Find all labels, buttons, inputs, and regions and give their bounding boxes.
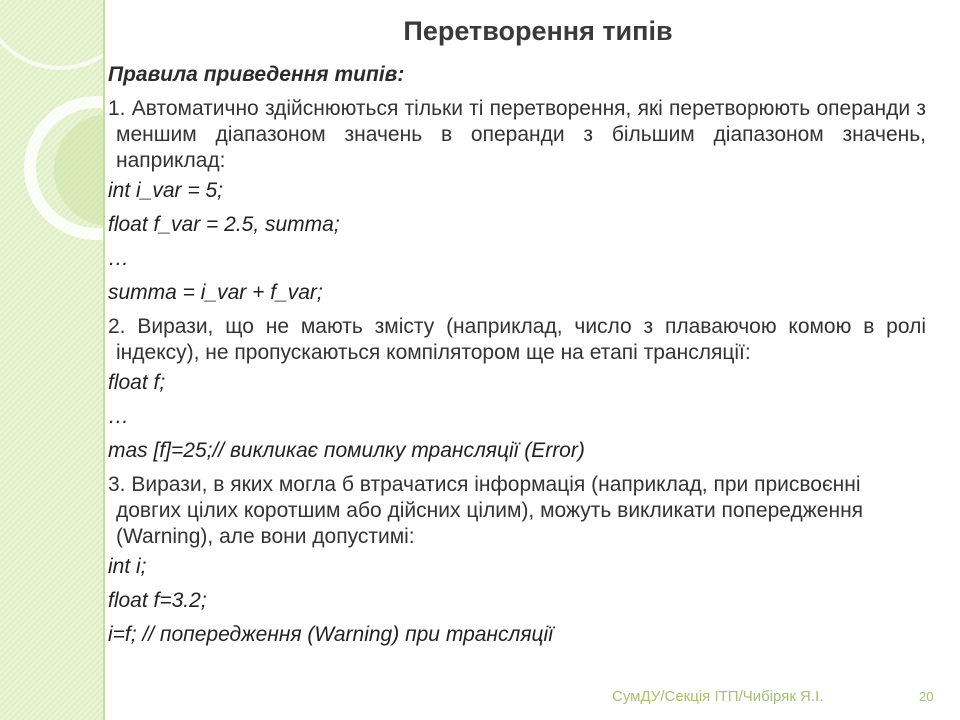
code-line: … bbox=[108, 405, 129, 428]
slide-body bbox=[108, 62, 926, 652]
code-line: float f_var = 2.5, summa; bbox=[108, 213, 340, 236]
rule-1-text: 1. Автоматично здійснюються тільки ті перетворення, які перетворюють операнди з меншим діапазоном значень в операнди з більшим діапазоном значень, наприклад: bbox=[108, 97, 926, 172]
decorative-circles bbox=[0, 0, 105, 260]
rules-heading: Правила приведення типів: bbox=[108, 63, 405, 86]
code-line: mas [f]=25;// викликає помилку трансляції (Error) bbox=[108, 439, 585, 462]
code-line: … bbox=[108, 247, 129, 270]
code-line: float f=3.2; bbox=[108, 589, 207, 612]
rule-2-text: 2. Вирази, що не мають змісту (наприклад, число з плаваючою комою в ролі індексу), не пропускаються компілятором ще на етапі трансляції: bbox=[108, 315, 926, 364]
code-line: summa = i_var + f_var; bbox=[108, 281, 323, 304]
code-line: int i_var = 5; bbox=[108, 179, 223, 202]
rule-3-text: 3. Вирази, в яких могла б втрачатися інформація (наприклад, при присвоєнні довгих цілих коротшим або дійсних цілим), можуть викликати попередження (Warning), але вони допустимі: bbox=[108, 473, 864, 548]
sidebar-edge-line bbox=[103, 0, 105, 720]
code-line: i=f; // попередження (Warning) при трансляції bbox=[108, 623, 553, 646]
code-line: float f; bbox=[108, 371, 166, 394]
code-line: int i; bbox=[108, 555, 147, 578]
footer-credit: СумДУ/Секція ІТП/Чибіряк Я.І. bbox=[612, 688, 824, 705]
decorative-sidebar bbox=[0, 0, 105, 720]
slide-title: Перетворення типів bbox=[403, 16, 673, 46]
page-number: 20 bbox=[919, 689, 934, 704]
